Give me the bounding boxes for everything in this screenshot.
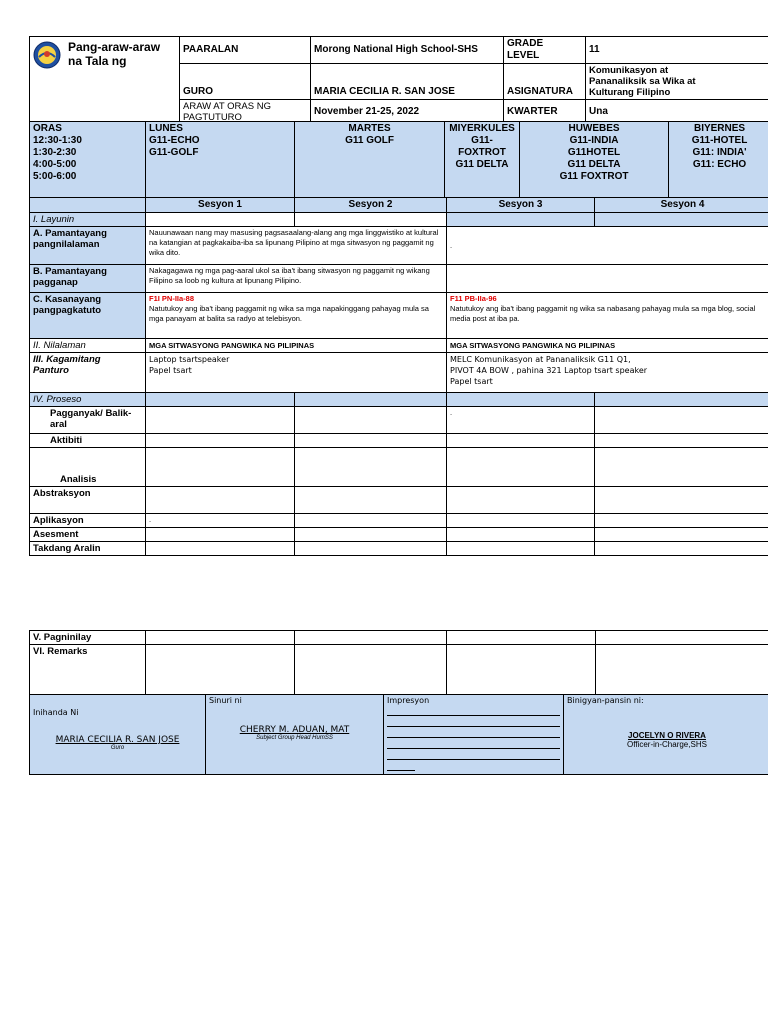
nilalaman-label: II. Nilalaman	[30, 339, 146, 353]
inihanda-label: Inihanda Ni	[33, 708, 79, 717]
asignatura-label: ASIGNATURA	[504, 64, 586, 100]
kasanayang-cell-2: F11 PB-IIa-96 Natutukoy ang iba't ibang paggamit ng wika sa nabasang pahayag mula sa mga blog, social media post at iba pa.	[447, 293, 768, 339]
paaralan-label: PAARALAN	[180, 37, 311, 64]
kwarter-value: Una	[586, 100, 768, 125]
sinuri-name: CHERRY M. ADUAN, MAT	[239, 725, 350, 735]
sinuri-label: Sinuri ni	[209, 696, 242, 705]
pamantayang-pagganap-label: B. Pamantayang pagganap	[30, 265, 146, 293]
abstraksyon-label: Abstraksyon	[30, 487, 146, 514]
lunes-cell: LUNES G11-ECHO G11-GOLF	[146, 122, 295, 198]
huwebes-cell: HUWEBES G11-INDIA G11HOTEL G11 DELTA G11 FOXTROT	[520, 122, 669, 198]
remarks-label: VI. Remarks	[30, 645, 146, 696]
araw-value: November 21-25, 2022	[311, 100, 504, 125]
pamantayang-pangnilalaman-text: Nauunawaan nang may masusing pagsasaalang-alang ang mga linggwistiko at kultural na katangian at pagkakaiba-iba sa lipunang Pilipino at mga sitwasyon ng paggamit ng wika dito.	[146, 227, 447, 265]
binigyan-name: JOCELYN O RIVERA	[628, 731, 706, 740]
kasanayang-cell-1: F1I PN-IIa-88 Natutukoy ang iba't ibang paggamit ng wika sa mga napakinggang pahayag mula sa mga panayam at balita sa radyo at telebisyon.	[146, 293, 447, 339]
takdang-aralin-label: Takdang Aralin	[30, 542, 146, 556]
asesment-label: Asesment	[30, 528, 146, 542]
binigyan-label: Binigyan-pansin ni:	[567, 696, 644, 705]
session-4-header: Sesyon 4	[595, 198, 768, 213]
kagamitang-value-1: Laptop tsartspeaker Papel tsart	[146, 353, 447, 393]
grade-level-value: 11	[586, 37, 768, 64]
kagamitang-label: III. Kagamitang Panturo	[30, 353, 146, 393]
signature-table	[29, 694, 768, 775]
inihanda-name: MARIA CECILIA R. SAN JOSE	[55, 735, 180, 745]
pamantayang-pangnilalaman-label: A. Pamantayang pangnilalaman	[30, 227, 146, 265]
pamantayang-pagganap-text: Nakagagawa ng mga pag-aaral ukol sa iba't ibang sitwasyon ng paggamit ng wikang Filipino sa loob ng kultura at lipunang Pilipino.	[146, 265, 447, 293]
title-line-2: na Tala ng	[68, 54, 127, 68]
kwarter-label: KWARTER	[504, 100, 586, 125]
araw-label: ARAW AT ORAS NG PAGTUTURO	[180, 100, 311, 125]
title-line-1: Pang-araw-araw	[68, 40, 161, 54]
pagganyak-label: Pagganyak/ Balik-aral	[30, 407, 146, 434]
aplikasyon-label: Aplikasyon	[30, 514, 146, 528]
aplikasyon-dot: .	[146, 514, 295, 528]
analisis-label: Analisis	[30, 448, 146, 487]
pagganyak-dot: .	[447, 407, 595, 434]
session-3-header: Sesyon 3	[447, 198, 595, 213]
sinuri-cell	[206, 695, 384, 775]
paaralan-value: Morong National High School-SHS	[311, 37, 504, 64]
impresyon-label: Impresyon	[387, 696, 430, 705]
martes-cell: MARTES G11 GOLF	[295, 122, 445, 198]
miyerkules-cell: MIYERKULES G11-FOXTROT G11 DELTA	[445, 122, 520, 198]
inihanda-cell	[30, 695, 206, 775]
asignatura-value: Komunikasyon at Pananaliksik sa Wika at Kulturang Filipino	[586, 64, 768, 100]
session-2-header: Sesyon 2	[295, 198, 447, 213]
nilalaman-value-1: MGA SITWASYONG PANGWIKA NG PILIPINAS	[146, 339, 447, 353]
grade-level-label: GRADE LEVEL	[504, 37, 586, 64]
dll-table	[29, 121, 768, 556]
reflection-table	[29, 630, 768, 696]
school-seal-icon	[33, 41, 61, 69]
header-table	[29, 36, 768, 125]
oras-cell: ORAS 12:30-1:30 1:30-2:30 4:00-5:00 5:00-6:00	[30, 122, 146, 198]
kagamitang-value-2: MELC Komunikasyon at Pananaliksik G11 Q1, PIVOT 4A BOW , pahina 321 Laptop tsart speaker Papel tsart	[447, 353, 768, 393]
binigyan-role: Officer-in-Charge,SHS	[627, 740, 707, 749]
pagninilay-label: V. Pagninilay	[30, 631, 146, 645]
guro-value: MARIA CECILIA R. SAN JOSE	[311, 64, 504, 100]
session-blank	[30, 198, 146, 213]
inihanda-role: Guro	[110, 745, 125, 751]
pamantayang-pangnilalaman-dot: .	[447, 227, 768, 265]
aktibiti-label: Aktibiti	[30, 434, 146, 448]
impresyon-cell	[384, 695, 564, 775]
binigyan-cell	[564, 695, 768, 775]
kasanayang-label: C. Kasanayang pangpagkatuto	[30, 293, 146, 339]
layunin-label: I. Layunin	[30, 213, 146, 227]
guro-label: GURO	[180, 64, 311, 100]
session-1-header: Sesyon 1	[146, 198, 295, 213]
nilalaman-value-2: MGA SITWASYONG PANGWIKA NG PILIPINAS	[447, 339, 768, 353]
sinuri-role: Subject Group Head HumSS	[256, 735, 333, 741]
title-cell	[30, 37, 180, 125]
biyernes-cell: BIYERNES G11-HOTEL G11: INDIA' G11: ECHO	[669, 122, 768, 198]
proseso-label: IV. Proseso	[30, 393, 146, 407]
